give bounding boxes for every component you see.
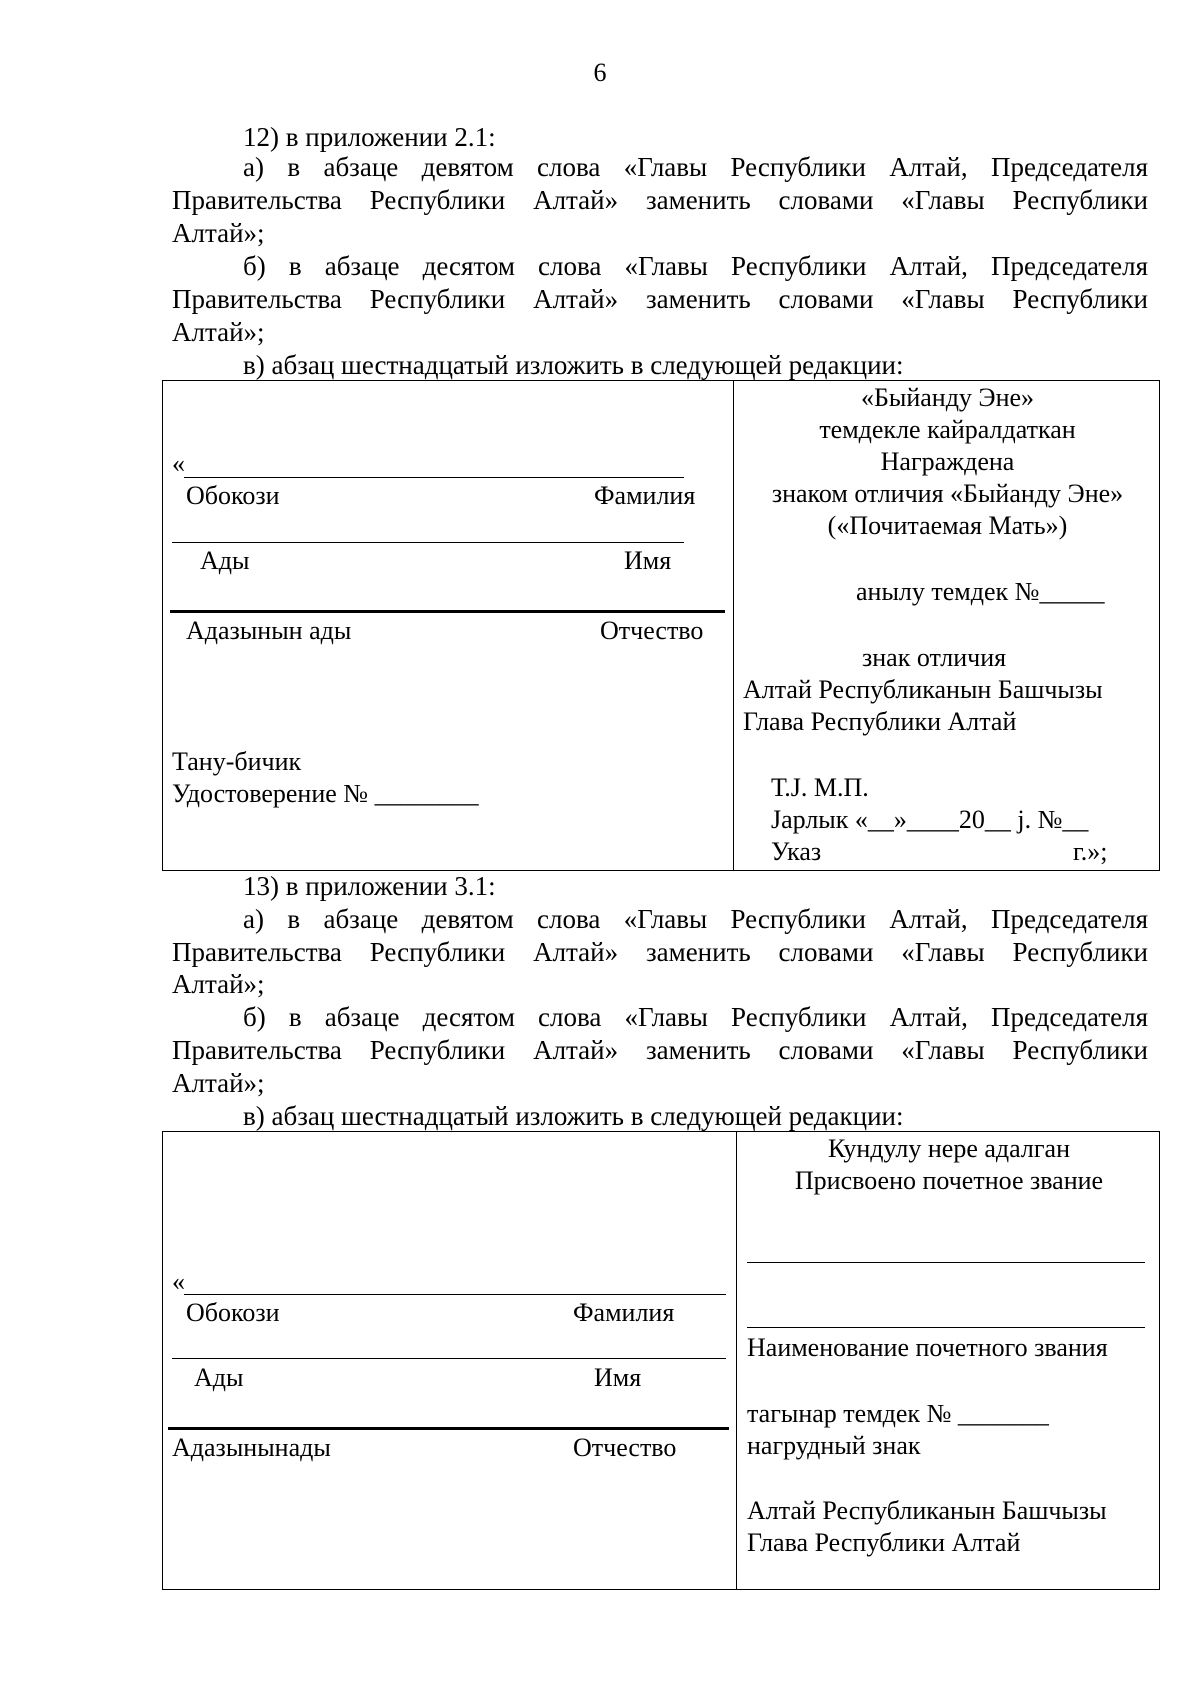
table-1-jarlyk: Jарлык «__»____20__ j. №__	[771, 805, 1089, 834]
table-1-name-line	[172, 542, 684, 543]
item-12-b-line-3: Алтай»;	[172, 317, 265, 347]
table-1-ukaz-end: г.»;	[1073, 837, 1108, 866]
table-2-badge-number: тагынар темдек № _______	[747, 1399, 1049, 1428]
table-1-certificate-label: Удостоверение № ________	[172, 779, 479, 808]
table-2-title-line-1: Кундулу нере адалган	[828, 1134, 1070, 1163]
item-13-heading: 13) в приложении 3.1:	[243, 871, 496, 901]
item-12-b-line-2: Правительства Республики Алтай» заменить словами «Главы Республики	[172, 284, 1148, 314]
table-2-open-quote: «	[172, 1267, 185, 1296]
table-2-title-caption: Наименование почетного звания	[747, 1333, 1108, 1362]
table-1-seal: Т.J. М.П.	[771, 773, 869, 802]
table-1-award-line-4: знаком отличия «Быйанду Эне»	[771, 479, 1124, 508]
item-12-a-line-1: а) в абзаце девятом слова «Главы Республики Алтай, Председателя	[243, 152, 1148, 182]
table-2-surname-alt: Обокози	[186, 1298, 280, 1327]
table-1-head-label: Глава Республики Алтай	[743, 707, 1017, 736]
table-2-head-label: Глава Республики Алтай	[747, 1528, 1021, 1557]
table-1-patronymic-alt: Адазынын ады	[186, 616, 352, 645]
table-2-title-blank-1	[747, 1262, 1145, 1263]
table-1-badge-label: знак отличия	[862, 643, 1007, 672]
item-12-a-line-3: Алтай»;	[172, 218, 265, 248]
table-1-surname-label: Фамилия	[594, 481, 696, 510]
table-2-surname-label: Фамилия	[573, 1298, 675, 1327]
table-1-ukaz: Указ	[771, 837, 822, 866]
table-2-patronymic-label: Отчество	[573, 1433, 677, 1462]
table-1-award-line-3: Награждена	[880, 447, 1015, 476]
table-1-name-label: Имя	[624, 546, 672, 575]
table-1-badge-number: анылу темдек №_____	[856, 577, 1105, 606]
item-13-a-line-3: Алтай»;	[172, 969, 265, 999]
item-13-a-line-1: а) в абзаце девятом слова «Главы Республики Алтай, Председателя	[243, 904, 1148, 934]
table-1-surname-line	[184, 477, 684, 478]
item-12-b-line-1: б) в абзаце десятом слова «Главы Республики Алтай, Председателя	[243, 251, 1148, 281]
item-12-v-line: в) абзац шестнадцатый изложить в следующей редакции:	[243, 350, 904, 380]
table-2-badge-label: нагрудный знак	[747, 1431, 921, 1460]
award-table-1-divider	[733, 380, 734, 871]
table-2-name-alt: Ады	[194, 1363, 244, 1392]
item-13-b-line-1: б) в абзаце десятом слова «Главы Республики Алтай, Председателя	[243, 1002, 1148, 1032]
item-13-v-line: в) абзац шестнадцатый изложить в следующей редакции:	[243, 1101, 904, 1131]
table-2-title-blank-2	[747, 1327, 1145, 1328]
table-2-name-label: Имя	[594, 1363, 642, 1392]
table-1-certificate-alt: Тану-бичик	[172, 747, 302, 776]
table-1-award-title: «Быйанду Эне»	[860, 383, 1035, 412]
item-12-a-line-2: Правительства Республики Алтай» заменить словами «Главы Республики	[172, 185, 1148, 215]
table-1-patronymic-label: Отчество	[600, 616, 704, 645]
table-2-patronymic-alt: Адазынынады	[172, 1433, 331, 1462]
item-13-b-line-3: Алтай»;	[172, 1068, 265, 1098]
item-12-heading: 12) в приложении 2.1:	[243, 122, 496, 152]
award-table-2-divider	[736, 1131, 737, 1590]
page-number: 6	[593, 58, 607, 87]
table-1-name-alt: Ады	[200, 546, 250, 575]
table-2-surname-line	[184, 1294, 726, 1295]
table-1-patronymic-line	[170, 610, 725, 613]
table-1-head-alt: Алтай Республиканын Башчызы	[743, 675, 1103, 704]
table-1-award-line-2: темдекле кайралдаткан	[819, 415, 1076, 444]
table-2-name-line	[172, 1358, 726, 1359]
item-13-a-line-2: Правительства Республики Алтай» заменить словами «Главы Республики	[172, 937, 1148, 967]
table-2-patronymic-line	[168, 1427, 729, 1430]
table-1-surname-alt: Обокози	[186, 481, 280, 510]
table-1-award-line-5: («Почитаемая Мать»)	[827, 511, 1068, 540]
table-1-open-quote: «	[172, 449, 185, 478]
table-2-title-line-2: Присвоено почетное звание	[794, 1166, 1104, 1195]
table-2-head-alt: Алтай Республиканын Башчызы	[747, 1496, 1107, 1525]
item-13-b-line-2: Правительства Республики Алтай» заменить словами «Главы Республики	[172, 1035, 1148, 1065]
